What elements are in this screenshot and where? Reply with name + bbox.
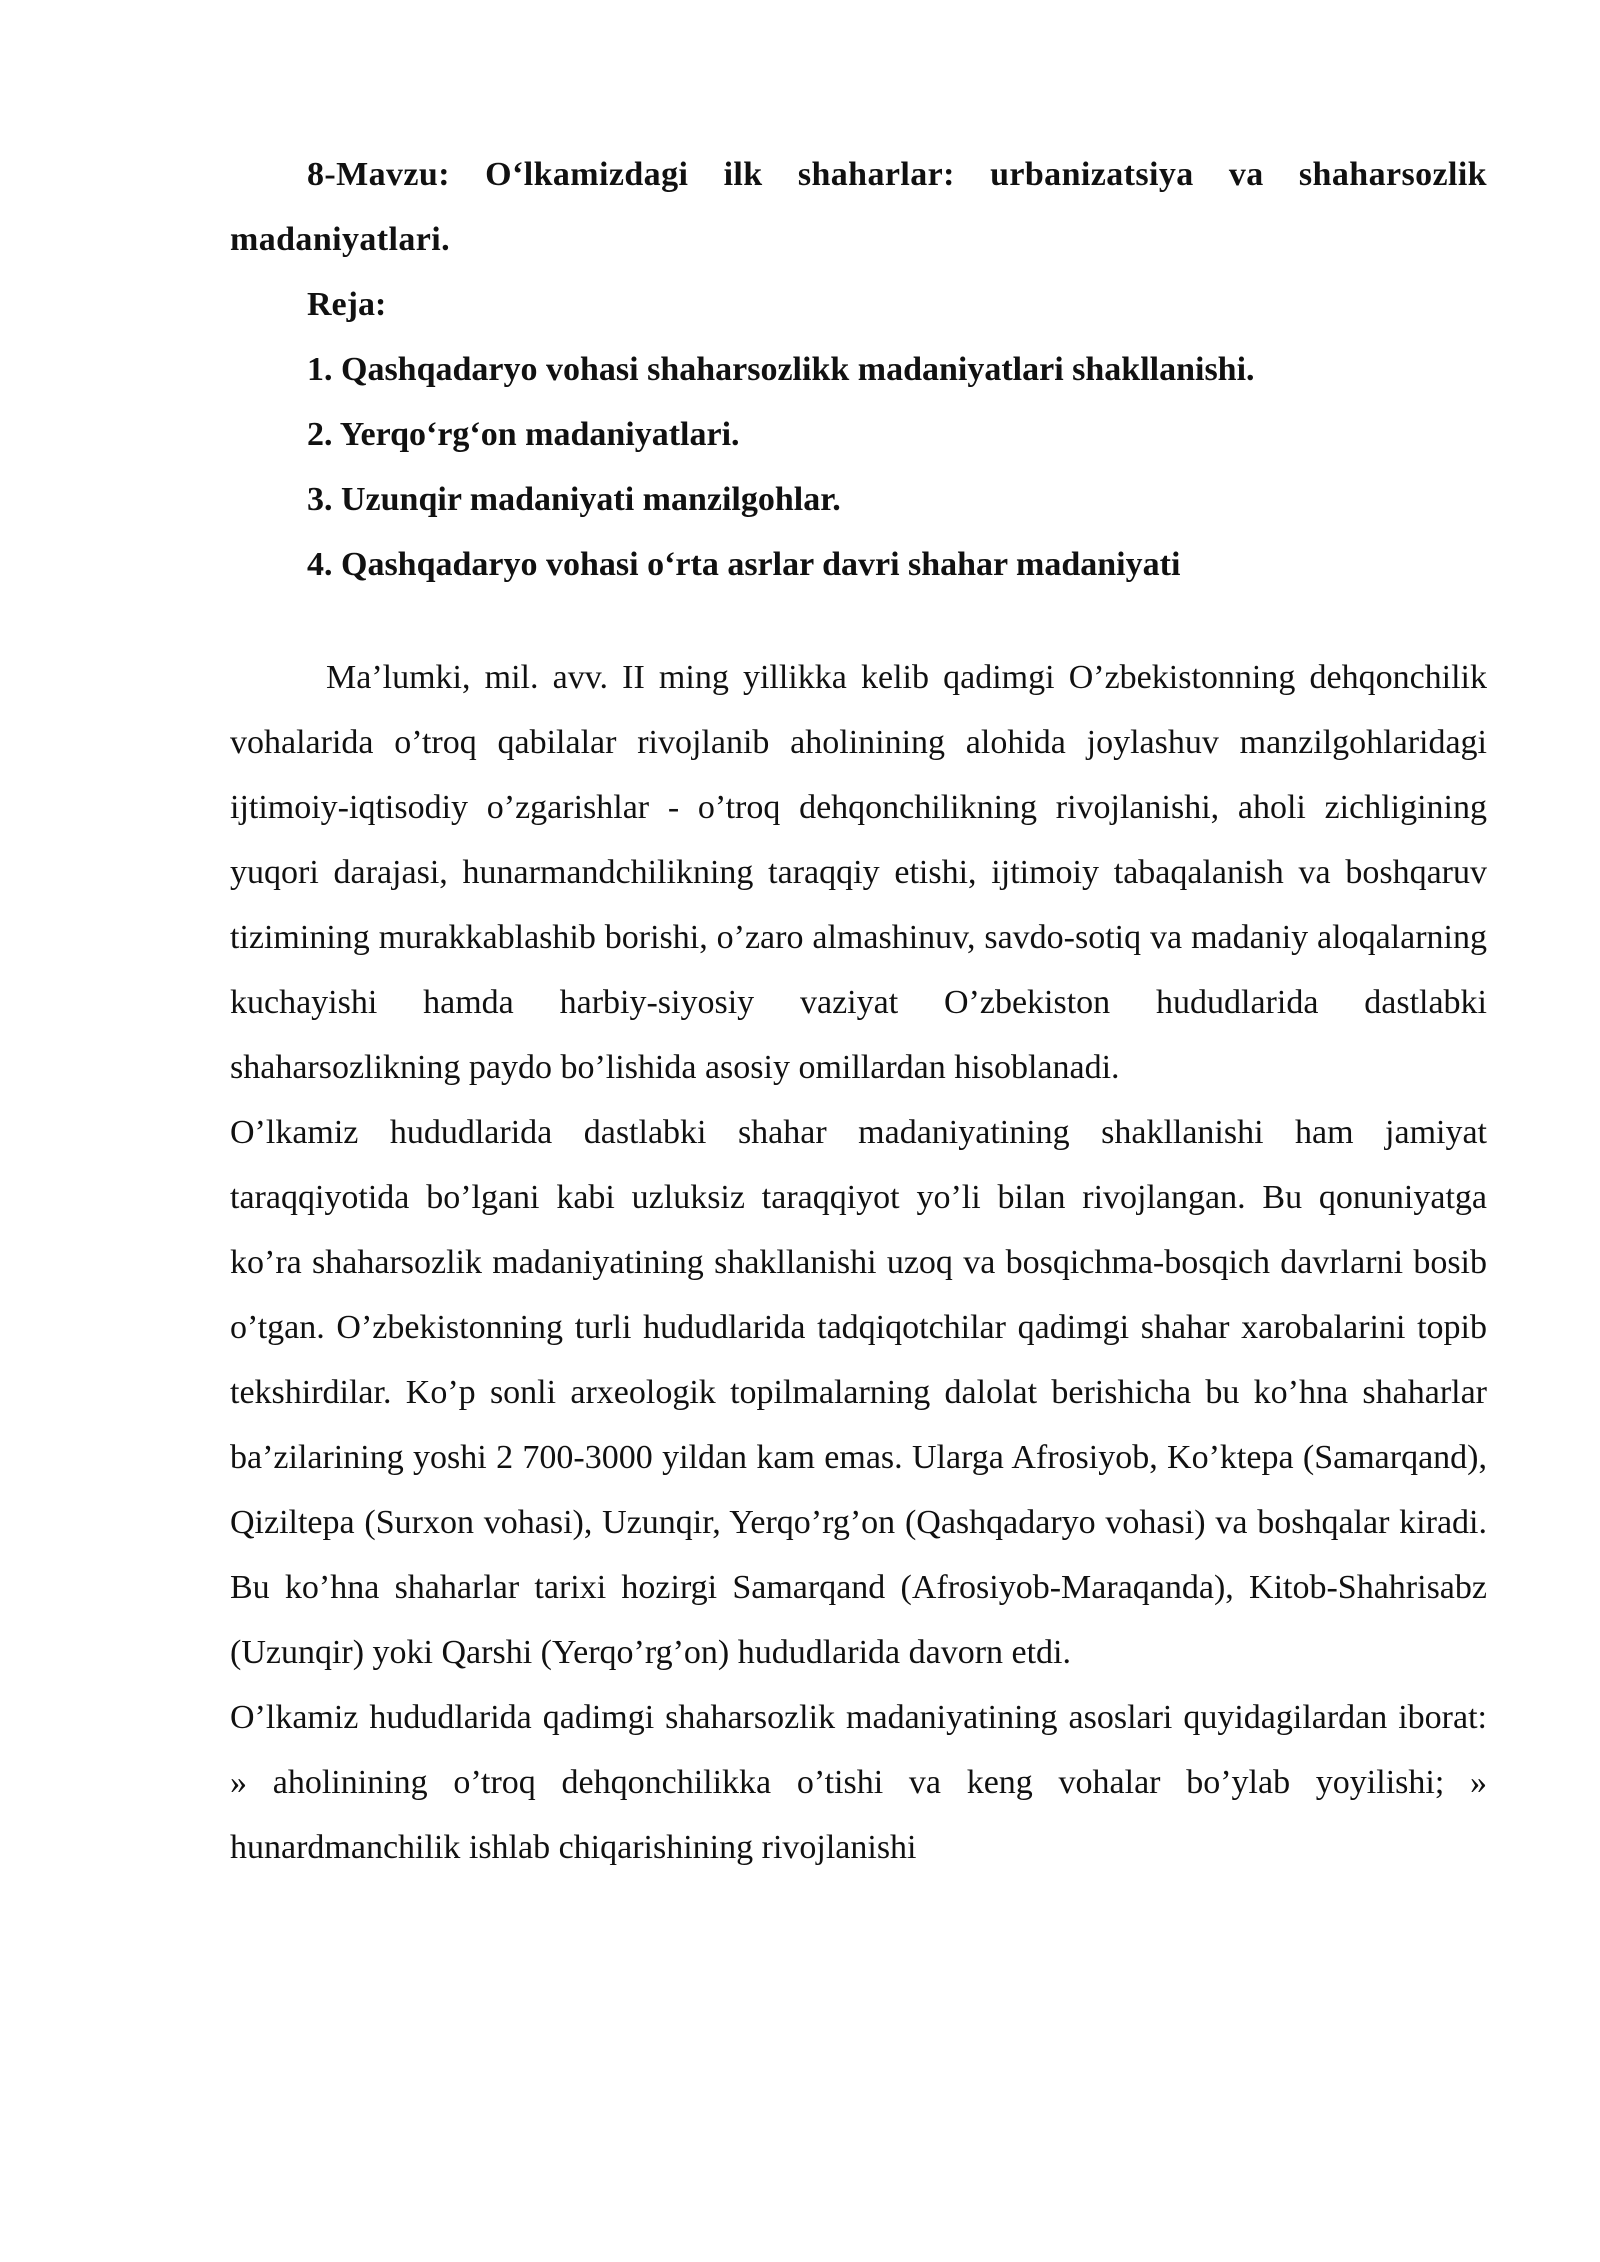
plan-item: 4. Qashqadaryo vohasi o‘rta asrlar davri shahar madaniyati — [307, 546, 1181, 583]
paragraph-foundations: O’lkamiz hududlarida qadimgi shaharsozlik madaniyatining asoslari quyidagilardan iborat: » aholinining o’troq dehqonchilikka o’tishi va keng vohalar bo’ylab yoyilishi; » hunardmanchilik ishlab chiqarishining rivojlanishi — [230, 1699, 1487, 1866]
body-text — [230, 645, 1487, 1880]
paragraph-intro: Ma’lumki, mil. avv. II ming yillikka kelib qadimgi O’zbekistonning dehqonchilik vohalarida o’troq qabilalar rivojlanib aholinining alohida joylashuv manzilgohlaridagi ijtimoiy-iqtisodiy o’zgarishlar - o’troq dehqonchilikning rivojlanishi, aholi zichligining yuqori darajasi, hunarmandchilikning taraqqiy etishi, ijtimoiy tabaqalanish va boshqaruv tizimining murakkablashib borishi, o’zaro almashinuv, savdo-sotiq va madaniy aloqalarning kuchayishi hamda harbiy-siyosiy vaziyat O’zbekiston hududlarida dastlabki shaharsozlikning paydo bo’lishida asosiy omillardan hisoblanadi. — [230, 659, 1487, 1086]
plan-item: 3. Uzunqir madaniyati manzilgohlar. — [307, 481, 841, 518]
plan-item: 1. Qashqadaryo vohasi shaharsozlikk madaniyatlari shakllanishi. — [307, 351, 1255, 388]
paragraph-history: O’lkamiz hududlarida dastlabki shahar madaniyatining shakllanishi ham jamiyat taraqqiyotida bo’lgani kabi uzluksiz taraqqiyot yo’li bilan rivojlangan. Bu qonuniyatga ko’ra shaharsozlik madaniyatining shakllanishi uzoq va bosqichma-bosqich davrlarni bosib o’tgan. O’zbekistonning turli hududlarida tadqiqotchilar qadimgi shahar xarobalarini topib tekshirdilar. Ko’p sonli arxeologik topilmalarning dalolat berishicha bu ko’hna shaharlar ba’zilarining yoshi 2 700-3000 yildan kam emas. Ularga Afrosiyob, Ko’ktepa (Samarqand), Qiziltepa (Surxon vohasi), Uzunqir, Yerqo’rg’on (Qashqadaryo vohasi) va boshqalar kiradi. Bu ko’hna shaharlar tarixi hozirgi Samarqand (Afrosiyob-Maraqanda), Kitob-Shahrisabz (Uzunqir) yoki Qarshi (Yerqo’rg’on) hududlarida davorn etdi. — [230, 1114, 1487, 1671]
document-content — [230, 142, 1487, 1880]
plan-item: 2. Yerqo‘rg‘on madaniyatlari. — [307, 416, 740, 453]
topic-title: 8-Mavzu: O‘lkamizdagi ilk shaharlar: urbanizatsiya va shaharsozlik madaniyatlari. — [230, 156, 1487, 258]
plan-heading: Reja: — [307, 286, 387, 323]
